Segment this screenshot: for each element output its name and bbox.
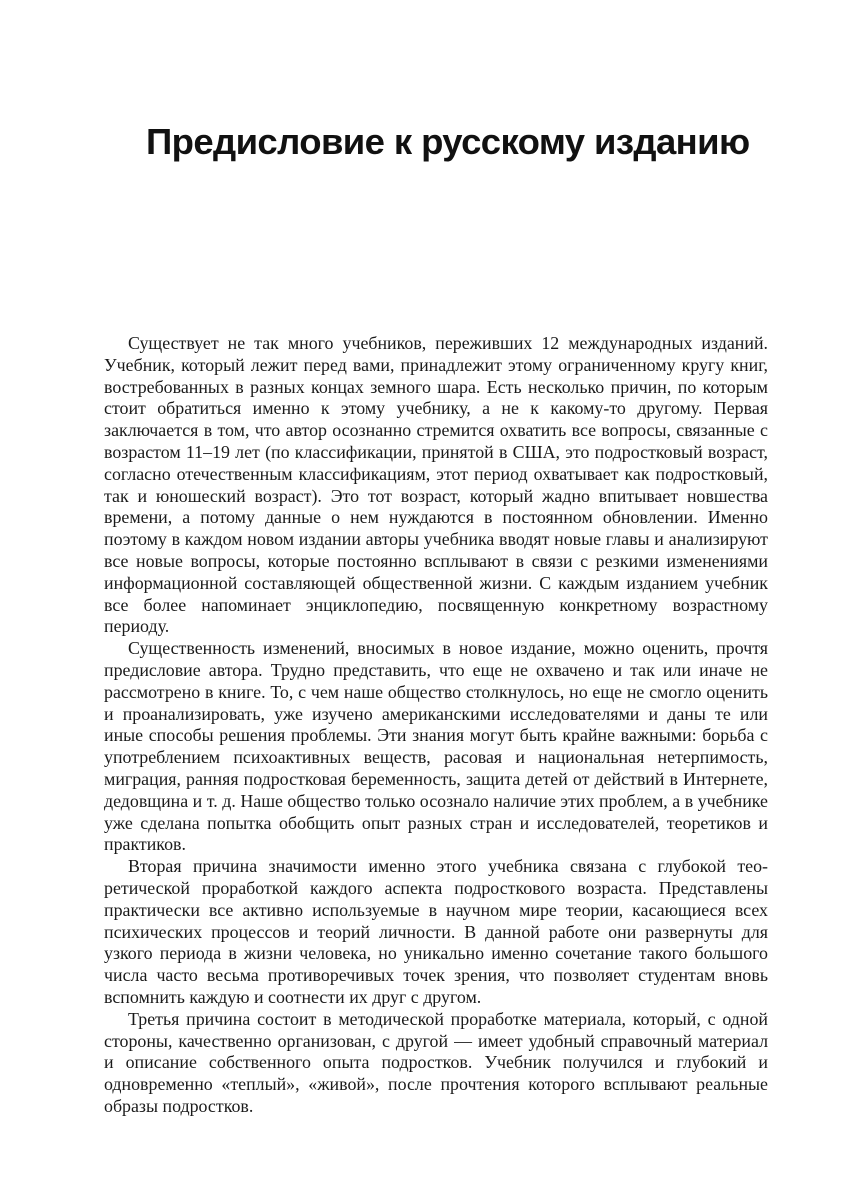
page-title: Предисловие к русскому изданию bbox=[146, 121, 750, 162]
paragraph-1: Существует не так много учебников, переживших 12 международных изданий. Учебник, который лежит перед вами, принадлежит этому ограниченному кругу книг, востребованных в разных концах земного шара. Есть несколько причин, по которым стоит обратиться именно к этому учебнику, а не к какому-то другому. Первая заключается в том, что автор осознанно стремится охватить все вопросы, связанные с возрастом 11–19 лет (по классификации, принятой в США, это подростковый возраст, согласно отечественным классификациям, этот период охватывает как подростковый, так и юношеский возраст). Это тот возраст, который жадно впитывает новшества времени, а потому данные о нем нуждаются в постоянном обновлении. Именно поэтому в каждом новом издании авторы учебника вводят новые главы и анализируют все новые вопросы, которые постоянно всплывают в связи с резкими изменениями информационной составляющей общественной жизни. С каждым изданием учебник все более напоминает энциклопедию, посвященную конкретному возрастному периоду. bbox=[104, 333, 768, 637]
paragraph-3: Вторая причина значимости именно этого учебника связана с глубокой теоретической проработкой каждого аспекта подросткового возраста. Представлены практически все активно используемые в научном мире теории, касающиеся всех психических процессов и теорий личности. В данной работе они развернуты для узкого периода в жизни человека, но уникально именно сочетание такого большого числа часто весьма противоречивых точек зрения, что позволяет студентам вновь вспомнить каждую и соотнести их друг с другом. bbox=[104, 856, 768, 1007]
paragraph-4: Третья причина состоит в методической проработке материала, который, с одной стороны, качественно организован, с другой — имеет удобный справочный материал и описание собственного опыта подростков. Учебник получился и глубокий и одновременно «теплый», «живой», после прочтения которого всплывают реальные образы подростков. bbox=[104, 1008, 768, 1116]
paragraph-2: Существенность изменений, вносимых в новое издание, можно оценить, прочтя предисловие автора. Трудно представить, что еще не охвачено и так или иначе не рассмотрено в книге. То, с чем наше общество столкнулось, но еще не смогло оценить и проанализировать, уже изучено американскими исследователями и даны те или иные способы решения проблемы. Эти знания могут быть крайне важными: борьба с употреблением психоактивных веществ, расовая и национальная нетерпимость, миграция, ранняя подростковая беременность, защита детей от действий в Интернете, дедовщина и т. д. Наше общество только осознало наличие этих проблем, а в учебнике уже сделана попытка обобщить опыт разных стран и исследователей, теоретиков и практиков. bbox=[104, 638, 768, 855]
body-text bbox=[104, 333, 768, 1118]
